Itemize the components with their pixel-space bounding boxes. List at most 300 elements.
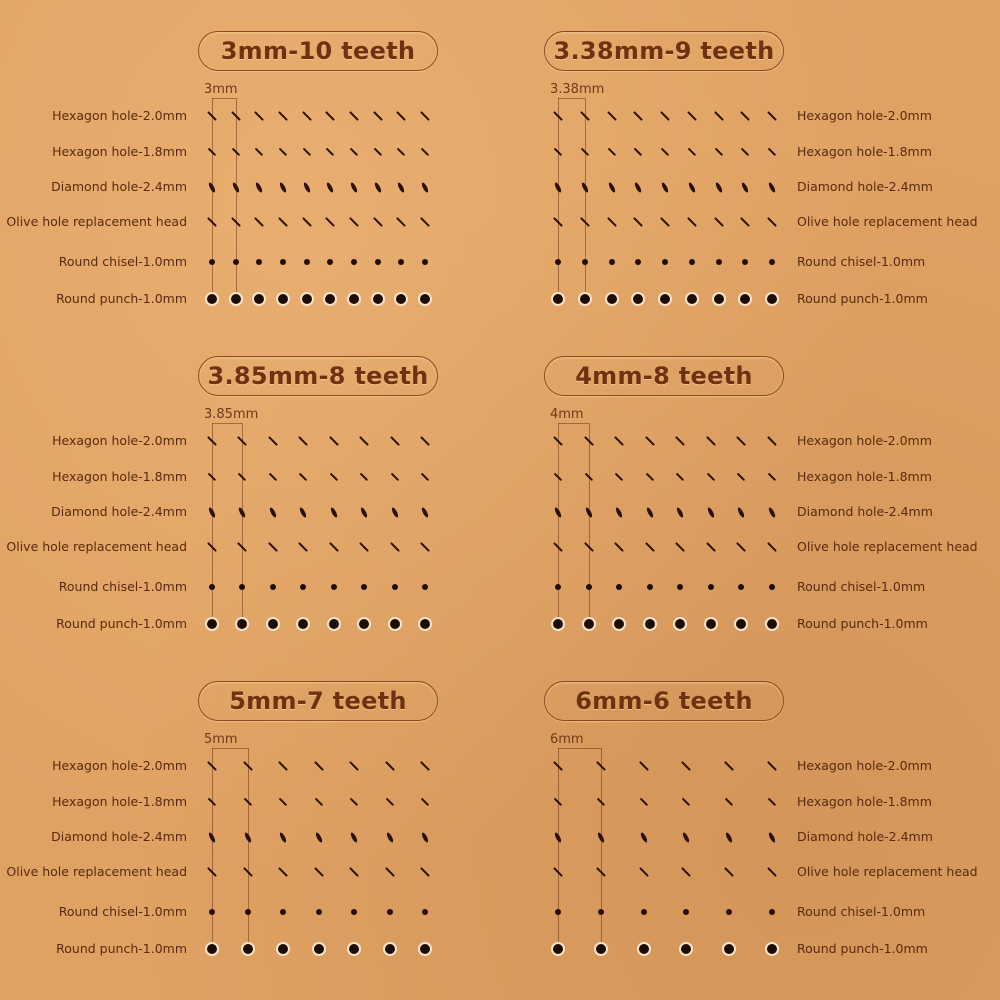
hole xyxy=(259,222,260,228)
hole xyxy=(378,152,379,157)
round-chisel-hole xyxy=(726,909,732,915)
hole xyxy=(212,152,213,157)
row-label: Round punch-1.0mm xyxy=(797,616,928,631)
diamond-hole-mark xyxy=(768,506,777,518)
hole xyxy=(390,837,392,843)
hole xyxy=(425,766,426,772)
hole xyxy=(772,222,773,228)
spacing-label: 5mm xyxy=(204,732,238,747)
hexagon-hole-mark xyxy=(420,111,430,121)
hole xyxy=(719,187,721,193)
round-punch-hole xyxy=(237,619,247,629)
diamond-hole-mark xyxy=(737,506,746,518)
sample-panel xyxy=(500,325,1000,650)
hole xyxy=(589,587,592,590)
spacing-guide-top xyxy=(558,423,589,424)
hole xyxy=(236,299,241,304)
olive-hole-mark xyxy=(254,217,264,227)
hole xyxy=(585,152,586,157)
hole xyxy=(729,949,734,954)
round-punch-hole xyxy=(687,294,697,304)
diamond-hole-mark xyxy=(397,181,406,193)
spacing-label: 4mm xyxy=(550,407,584,422)
hexagon-hole-mark xyxy=(737,473,745,481)
hole xyxy=(319,766,320,772)
row-label: Diamond hole-2.4mm xyxy=(51,179,187,194)
hole xyxy=(283,222,284,228)
diamond-hole-mark xyxy=(584,506,593,518)
hole xyxy=(711,547,712,553)
diamond-hole-mark xyxy=(682,831,691,843)
spacing-guide-top xyxy=(212,423,242,424)
hole xyxy=(425,116,426,122)
hole xyxy=(425,802,426,807)
hole xyxy=(390,912,393,915)
hole xyxy=(612,299,617,304)
hexagon-hole-mark xyxy=(661,148,669,156)
hole xyxy=(638,187,640,193)
hole xyxy=(665,262,668,265)
olive-hole-mark xyxy=(767,217,777,227)
hexagon-hole-mark xyxy=(278,761,288,771)
round-punch-hole xyxy=(302,294,312,304)
hole xyxy=(283,912,286,915)
hole xyxy=(354,837,356,843)
round-chisel-hole xyxy=(582,259,588,265)
hole xyxy=(212,299,217,304)
spacing-guide-line xyxy=(601,748,602,953)
hole xyxy=(248,872,249,878)
hole xyxy=(680,624,685,629)
hexagon-hole-mark xyxy=(350,798,358,806)
hexagon-hole-mark xyxy=(767,436,777,446)
spacing-guide-line xyxy=(212,748,213,953)
olive-hole-mark xyxy=(298,542,308,552)
hole xyxy=(558,837,560,843)
hole xyxy=(395,477,396,482)
round-punch-hole xyxy=(736,619,746,629)
diamond-hole-mark xyxy=(676,506,685,518)
round-punch-hole xyxy=(645,619,655,629)
hole xyxy=(601,837,603,843)
round-punch-hole xyxy=(675,619,685,629)
hexagon-hole-mark xyxy=(768,798,776,806)
hole xyxy=(390,766,391,772)
hole xyxy=(719,299,724,304)
diamond-hole-mark xyxy=(607,181,616,193)
row-label: Round chisel-1.0mm xyxy=(58,579,187,594)
spacing-guide-line xyxy=(236,98,237,303)
hexagon-hole-mark xyxy=(675,436,685,446)
hole xyxy=(638,299,643,304)
hole xyxy=(772,837,774,843)
hole xyxy=(644,766,645,772)
hole xyxy=(425,872,426,878)
hole xyxy=(248,949,253,954)
round-chisel-hole xyxy=(300,584,306,590)
hexagon-hole-mark xyxy=(279,148,287,156)
hexagon-hole-mark xyxy=(420,761,430,771)
hole xyxy=(711,587,714,590)
hexagon-hole-mark xyxy=(741,148,749,156)
hole xyxy=(354,872,355,878)
diamond-hole-mark xyxy=(554,506,563,518)
olive-hole-mark xyxy=(681,867,691,877)
round-punch-hole xyxy=(553,294,563,304)
spacing-guide-line xyxy=(585,98,586,303)
hole xyxy=(330,116,331,122)
olive-hole-mark xyxy=(420,867,430,877)
diamond-hole-mark xyxy=(268,506,277,518)
row-label: Round chisel-1.0mm xyxy=(797,904,926,919)
hole xyxy=(686,766,687,772)
hole xyxy=(334,477,335,482)
hole xyxy=(330,152,331,157)
hole xyxy=(212,872,213,878)
hole xyxy=(283,299,288,304)
spacing-guide-line xyxy=(248,748,249,953)
hole xyxy=(212,262,215,265)
hexagon-hole-mark xyxy=(329,473,337,481)
hexagon-hole-mark xyxy=(736,436,746,446)
hexagon-hole-mark xyxy=(385,798,393,806)
row-label: Diamond hole-2.4mm xyxy=(51,829,187,844)
hexagon-hole-mark xyxy=(390,436,400,446)
hole xyxy=(719,116,720,122)
hole xyxy=(686,872,687,878)
hole xyxy=(612,116,613,122)
hole xyxy=(650,587,653,590)
hole xyxy=(378,187,380,193)
round-chisel-hole xyxy=(245,909,251,915)
hole xyxy=(644,912,647,915)
hole xyxy=(283,872,284,878)
hexagon-hole-mark xyxy=(421,148,429,156)
round-chisel-hole xyxy=(361,584,367,590)
row-label: Round punch-1.0mm xyxy=(56,616,187,631)
hexagon-hole-mark xyxy=(359,436,369,446)
hole xyxy=(585,299,590,304)
hexagon-hole-mark xyxy=(645,436,655,446)
diamond-hole-mark xyxy=(768,181,777,193)
round-chisel-hole xyxy=(256,259,262,265)
olive-hole-mark xyxy=(396,217,406,227)
diamond-hole-mark xyxy=(373,181,382,193)
panel-title: 3.85mm-8 teeth xyxy=(198,356,438,396)
hexagon-hole-mark xyxy=(687,111,697,121)
diamond-hole-mark xyxy=(645,506,654,518)
hexagon-hole-mark xyxy=(725,798,733,806)
hole xyxy=(319,872,320,878)
hole xyxy=(719,222,720,228)
row-label: Olive hole replacement head xyxy=(797,539,978,554)
spacing-guide-top xyxy=(212,748,248,749)
hole xyxy=(212,802,213,807)
diamond-hole-mark xyxy=(208,506,217,518)
olive-hole-mark xyxy=(385,867,395,877)
hole xyxy=(619,624,624,629)
hole xyxy=(772,477,773,482)
round-chisel-hole xyxy=(392,584,398,590)
hole xyxy=(772,912,775,915)
olive-hole-mark xyxy=(736,542,746,552)
hole xyxy=(692,262,695,265)
round-chisel-hole xyxy=(616,584,622,590)
olive-hole-mark xyxy=(278,217,288,227)
hole xyxy=(650,624,655,629)
hole xyxy=(772,299,777,304)
olive-hole-mark xyxy=(675,542,685,552)
hexagon-hole-mark xyxy=(607,148,615,156)
hole xyxy=(259,187,261,193)
round-punch-hole xyxy=(681,944,691,954)
hole xyxy=(644,837,646,843)
row-label: Hexagon hole-2.0mm xyxy=(797,433,932,448)
round-chisel-hole xyxy=(555,909,561,915)
row-label: Round punch-1.0mm xyxy=(797,291,928,306)
diamond-hole-mark xyxy=(231,181,240,193)
olive-hole-mark xyxy=(278,867,288,877)
hole xyxy=(638,222,639,228)
hole xyxy=(273,441,274,447)
olive-hole-mark xyxy=(740,217,750,227)
hole xyxy=(307,299,312,304)
diamond-hole-mark xyxy=(314,831,323,843)
hole xyxy=(236,262,239,265)
hexagon-hole-mark xyxy=(278,111,288,121)
round-chisel-hole xyxy=(422,584,428,590)
hole xyxy=(558,222,559,228)
hole xyxy=(212,624,217,629)
round-punch-hole xyxy=(420,944,430,954)
round-chisel-hole xyxy=(375,259,381,265)
hexagon-hole-mark xyxy=(740,111,750,121)
round-chisel-hole xyxy=(769,909,775,915)
round-punch-hole xyxy=(329,619,339,629)
diamond-hole-mark xyxy=(329,506,338,518)
hole xyxy=(638,262,641,265)
hole xyxy=(692,152,693,157)
hexagon-hole-mark xyxy=(614,436,624,446)
hexagon-hole-mark xyxy=(302,111,312,121)
olive-hole-mark xyxy=(302,217,312,227)
hole xyxy=(558,152,559,157)
hole xyxy=(425,222,426,228)
round-punch-hole xyxy=(298,619,308,629)
hole xyxy=(601,872,602,878)
hole xyxy=(395,624,400,629)
hole xyxy=(283,802,284,807)
hole xyxy=(319,949,324,954)
hole xyxy=(364,441,365,447)
hole xyxy=(248,766,249,772)
hole xyxy=(378,116,379,122)
hole xyxy=(425,477,426,482)
round-chisel-hole xyxy=(742,259,748,265)
hexagon-hole-mark xyxy=(299,473,307,481)
hole xyxy=(248,802,249,807)
round-punch-hole xyxy=(243,944,253,954)
round-chisel-hole xyxy=(598,909,604,915)
hole xyxy=(303,441,304,447)
hole xyxy=(395,441,396,447)
diamond-hole-mark xyxy=(279,831,288,843)
spacing-guide-top xyxy=(212,98,236,99)
hole xyxy=(729,802,730,807)
spacing-guide-line xyxy=(558,98,559,303)
olive-hole-mark xyxy=(639,867,649,877)
hexagon-hole-mark xyxy=(615,473,623,481)
hole xyxy=(558,766,559,772)
hole xyxy=(212,512,214,518)
olive-hole-mark xyxy=(390,542,400,552)
hole xyxy=(401,152,402,157)
hole xyxy=(585,116,586,122)
hole xyxy=(364,512,366,518)
hole xyxy=(273,547,274,553)
round-chisel-hole xyxy=(769,259,775,265)
round-punch-hole xyxy=(596,944,606,954)
sample-panel xyxy=(500,650,1000,975)
hole xyxy=(729,766,730,772)
hole xyxy=(212,912,215,915)
round-punch-hole xyxy=(385,944,395,954)
olive-hole-mark xyxy=(349,217,359,227)
hole xyxy=(354,912,357,915)
hole xyxy=(692,116,693,122)
hole xyxy=(665,152,666,157)
olive-hole-mark xyxy=(268,542,278,552)
round-punch-hole xyxy=(231,294,241,304)
hole xyxy=(558,441,559,447)
hole xyxy=(283,949,288,954)
round-chisel-hole xyxy=(398,259,404,265)
hexagon-hole-mark xyxy=(607,111,617,121)
hexagon-hole-mark xyxy=(269,473,277,481)
diamond-hole-mark xyxy=(350,181,359,193)
diamond-hole-mark xyxy=(596,831,605,843)
round-punch-hole xyxy=(714,294,724,304)
hexagon-hole-mark xyxy=(421,798,429,806)
hole xyxy=(711,512,713,518)
diamond-hole-mark xyxy=(768,831,777,843)
diamond-hole-mark xyxy=(706,506,715,518)
hole xyxy=(729,912,732,915)
olive-hole-mark xyxy=(314,867,324,877)
hole xyxy=(425,949,430,954)
hexagon-hole-mark xyxy=(390,473,398,481)
round-punch-hole xyxy=(278,944,288,954)
row-label: Round chisel-1.0mm xyxy=(797,579,926,594)
panel-title: 5mm-7 teeth xyxy=(198,681,438,721)
diamond-hole-mark xyxy=(390,506,399,518)
round-punch-hole xyxy=(396,294,406,304)
round-punch-hole xyxy=(349,294,359,304)
hole xyxy=(772,766,773,772)
hexagon-hole-mark xyxy=(676,473,684,481)
hole xyxy=(585,187,587,193)
round-punch-hole xyxy=(325,294,335,304)
hole xyxy=(772,872,773,878)
hole xyxy=(686,949,691,954)
hole xyxy=(711,624,716,629)
hexagon-hole-mark xyxy=(298,436,308,446)
hole xyxy=(395,587,398,590)
hole xyxy=(650,547,651,553)
hole xyxy=(589,477,590,482)
spacing-label: 3.85mm xyxy=(204,407,259,422)
hole xyxy=(745,152,746,157)
hole xyxy=(401,222,402,228)
hole xyxy=(772,624,777,629)
hole xyxy=(601,766,602,772)
round-chisel-hole xyxy=(641,909,647,915)
hole xyxy=(425,837,427,843)
hole xyxy=(334,547,335,553)
hexagon-hole-mark xyxy=(373,111,383,121)
spacing-guide-line xyxy=(558,748,559,953)
hole xyxy=(212,949,217,954)
hole xyxy=(212,187,214,193)
hole xyxy=(303,624,308,629)
hole xyxy=(589,512,591,518)
hole xyxy=(619,441,620,447)
hole xyxy=(425,299,430,304)
olive-hole-mark xyxy=(660,217,670,227)
hole xyxy=(364,547,365,553)
hole xyxy=(273,512,275,518)
round-chisel-hole xyxy=(769,584,775,590)
hole xyxy=(425,912,428,915)
hole xyxy=(283,766,284,772)
hole xyxy=(364,624,369,629)
round-chisel-hole xyxy=(351,909,357,915)
hole xyxy=(334,587,337,590)
round-punch-hole xyxy=(633,294,643,304)
round-chisel-hole xyxy=(351,259,357,265)
row-label: Diamond hole-2.4mm xyxy=(797,504,933,519)
hole xyxy=(212,116,213,122)
round-punch-hole xyxy=(349,944,359,954)
diamond-hole-mark xyxy=(634,181,643,193)
hole xyxy=(612,187,614,193)
olive-hole-mark xyxy=(359,542,369,552)
row-label: Hexagon hole-2.0mm xyxy=(52,108,187,123)
hole xyxy=(212,587,215,590)
round-punch-hole xyxy=(660,294,670,304)
row-label: Hexagon hole-2.0mm xyxy=(797,108,932,123)
olive-hole-mark xyxy=(706,542,716,552)
round-punch-hole xyxy=(607,294,617,304)
sample-panel xyxy=(0,650,500,975)
hole xyxy=(619,587,622,590)
hexagon-hole-mark xyxy=(767,111,777,121)
panel-title: 4mm-8 teeth xyxy=(544,356,784,396)
hexagon-hole-mark xyxy=(396,111,406,121)
hexagon-hole-mark xyxy=(645,473,653,481)
hole xyxy=(242,441,243,447)
hexagon-hole-mark xyxy=(302,148,310,156)
round-punch-hole xyxy=(207,294,217,304)
spacing-guide-line xyxy=(212,98,213,303)
round-chisel-hole xyxy=(586,584,592,590)
round-punch-hole xyxy=(614,619,624,629)
hole xyxy=(401,187,403,193)
hexagon-hole-mark xyxy=(421,473,429,481)
hole xyxy=(745,299,750,304)
round-chisel-hole xyxy=(331,584,337,590)
hole xyxy=(680,441,681,447)
